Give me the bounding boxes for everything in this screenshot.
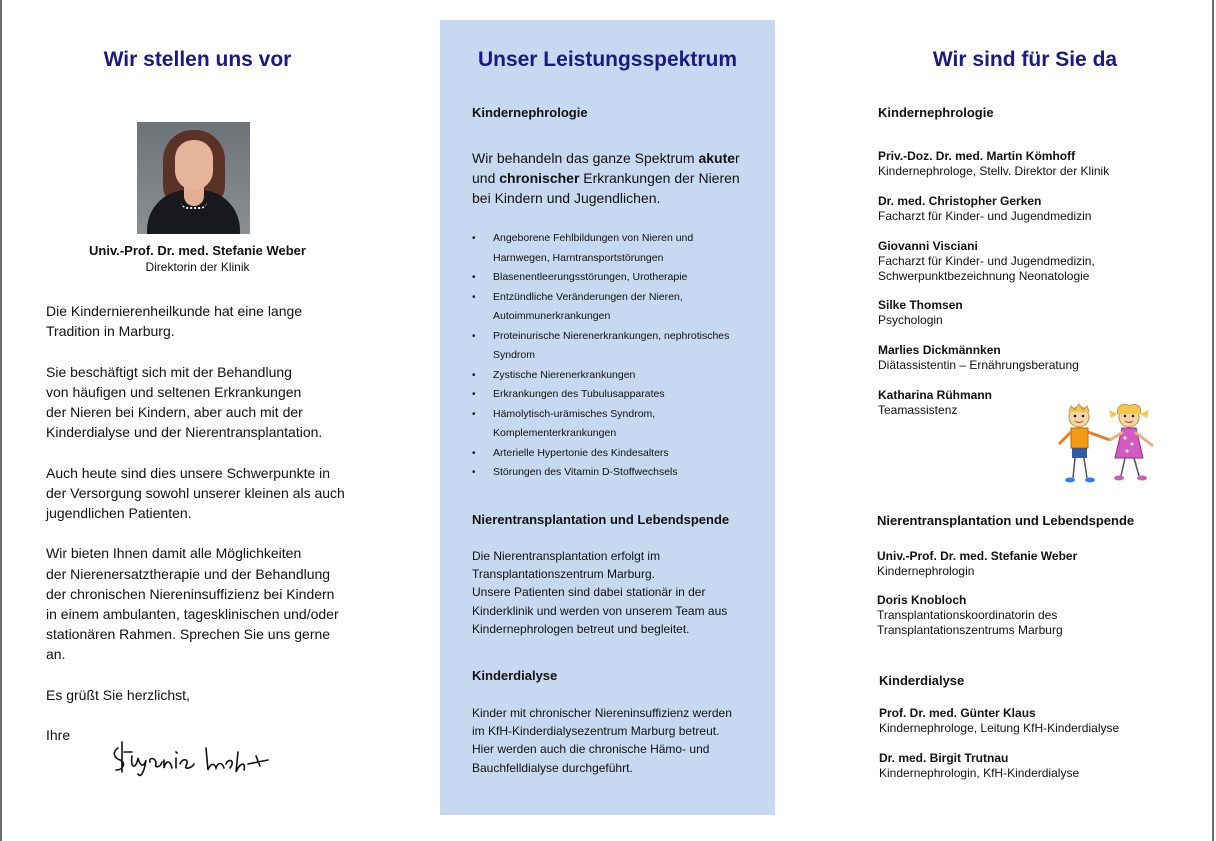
middle-heading: Unser Leistungsspektrum <box>477 48 738 71</box>
member-name: Dr. med. Birgit Trutnau <box>879 751 1009 765</box>
letter-paragraph: Die Kindernierenheilkunde hat eine lange Tradition in Marburg. <box>46 303 303 340</box>
right-heading: Wir sind für Sie da <box>932 48 1118 71</box>
intro-text: Erkrankungen der Nieren bei Kindern und Jugendlichen. <box>472 170 740 207</box>
section-text: Kinder mit chronischer Niereninsuffizienz werden im KfH-Kinderdialysezentrum Marburg betreut. Hier werden auch die chronische Hämo- und Bauchfelldialyse durchgeführt. <box>472 706 732 775</box>
member-role: Kindernephrologe, Stellv. Direktor der Klinik <box>878 164 1110 178</box>
letter-greeting: Es grüßt Sie herzlichst, <box>46 686 190 703</box>
member-role: Facharzt für Kinder- und Jugendmedizin, Schwerpunktbezeichnung Neonatologie <box>878 254 1095 283</box>
letter-paragraph: Auch heute sind dies unsere Schwerpunkte in der Versorgung sowohl unserer kleinen als auch jugendlichen Patienten. <box>46 464 345 521</box>
handwritten-signature <box>110 738 270 783</box>
portrait-photo <box>137 122 250 234</box>
section-title: Kinderdialyse <box>879 673 965 688</box>
member-name: Dr. med. Christopher Gerken <box>878 194 1042 208</box>
list-item: • Arterielle Hypertonie des Kindesalters <box>472 444 762 464</box>
team-member <box>878 239 1188 284</box>
section-title: Kindernephrologie <box>472 105 588 120</box>
services-list <box>472 229 762 483</box>
member-name: Prof. Dr. med. Günter Klaus <box>879 706 1036 720</box>
member-name: Univ.-Prof. Dr. med. Stefanie Weber <box>877 549 1078 563</box>
intro-emphasis: chronischer <box>499 170 580 187</box>
team-member <box>879 751 1189 781</box>
profile-name: Univ.-Prof. Dr. med. Stefanie Weber <box>89 243 306 258</box>
member-role: Kindernephrologin <box>877 564 975 578</box>
list-item: • Blasenentleerungsstörungen, Urotherapie <box>472 268 762 288</box>
letter-closing: Ihre <box>46 727 71 744</box>
list-item: • Hämolytisch-urämisches Syndrom, Komplementerkrankungen <box>472 405 762 444</box>
welcome-letter <box>46 301 366 766</box>
left-heading: Wir stellen uns vor <box>103 48 292 71</box>
profile-title: Direktorin der Klinik <box>145 260 250 274</box>
team-member <box>878 343 1188 373</box>
member-name: Marlies Dickmännken <box>878 343 1001 357</box>
section-title: Nierentransplantation und Lebendspende <box>472 512 730 527</box>
member-role: Diätassistentin – Ernährungsberatung <box>878 358 1079 372</box>
member-role: Facharzt für Kinder- und Jugendmedizin <box>878 209 1092 223</box>
member-role: Transplantationskoordinatorin des Transplantationszentrums Marburg <box>877 608 1063 637</box>
team-member <box>878 149 1188 179</box>
intro-emphasis: akute <box>698 150 736 166</box>
letter-paragraph: Sie beschäftigt sich mit der Behandlung von häufigen und seltenen Erkrankungen der Nieren bei Kindern, aber auch mit der Kinderdialyse und der Nierentransplantation. <box>46 363 323 441</box>
section-title: Kindernephrologie <box>878 105 994 120</box>
member-name: Doris Knobloch <box>877 593 967 607</box>
letter-paragraph: Wir bieten Ihnen damit alle Möglichkeiten der Nierenersatztherapie und der Behandlung der chronischen Niereninsuffizienz bei Kindern in einem ambulanten, tagesklinischen und/oder stationären Rahmen. Sprechen Sie uns gerne an. <box>46 545 339 663</box>
team-member <box>878 298 1188 328</box>
list-item: • Störungen des Vitamin D-Stoffwechsels <box>472 463 762 483</box>
member-role: Teamassistenz <box>878 403 958 417</box>
team-member <box>877 549 1187 579</box>
member-role: Psychologin <box>878 313 943 327</box>
team-member <box>879 706 1189 736</box>
team-member <box>877 593 1187 638</box>
member-role: Kindernephrologe, Leitung KfH-Kinderdialyse <box>879 721 1120 735</box>
children-drawing <box>1055 402 1165 487</box>
list-item: • Entzündliche Veränderungen der Nieren, Autoimmunerkrankungen <box>472 288 762 327</box>
member-role: Kindernephrologin, KfH-Kinderdialyse <box>879 766 1080 780</box>
section-title: Kinderdialyse <box>472 668 558 683</box>
intro-text: Wir behandeln das ganze Spektrum <box>472 150 699 166</box>
services-panel <box>440 20 775 815</box>
services-intro <box>472 148 762 209</box>
section-text: Die Nierentransplantation erfolgt im Transplantationszentrum Marburg. Unsere Patienten sind dabei stationär in der Kinderklinik und werden von unserem Team aus Kindernephrologen betreut und begleitet. <box>472 549 728 636</box>
member-name: Priv.-Doz. Dr. med. Martin Kömhoff <box>878 149 1076 163</box>
list-item: • Erkrankungen des Tubulusapparates <box>472 385 762 405</box>
section-title: Nierentransplantation und Lebendspende <box>877 513 1135 528</box>
list-item: • Proteinurische Nierenerkrankungen, nephrotisches Syndrom <box>472 327 762 366</box>
member-name: Silke Thomsen <box>878 298 963 312</box>
list-item: • Angeborene Fehlbildungen von Nieren und Harnwegen, Harntransportstörungen <box>472 229 762 268</box>
intro-text: r und <box>472 150 740 187</box>
team-member <box>878 194 1188 224</box>
member-name: Giovanni Visciani <box>878 239 978 253</box>
member-name: Katharina Rühmann <box>878 388 993 402</box>
list-item: • Zystische Nierenerkrankungen <box>472 366 762 386</box>
